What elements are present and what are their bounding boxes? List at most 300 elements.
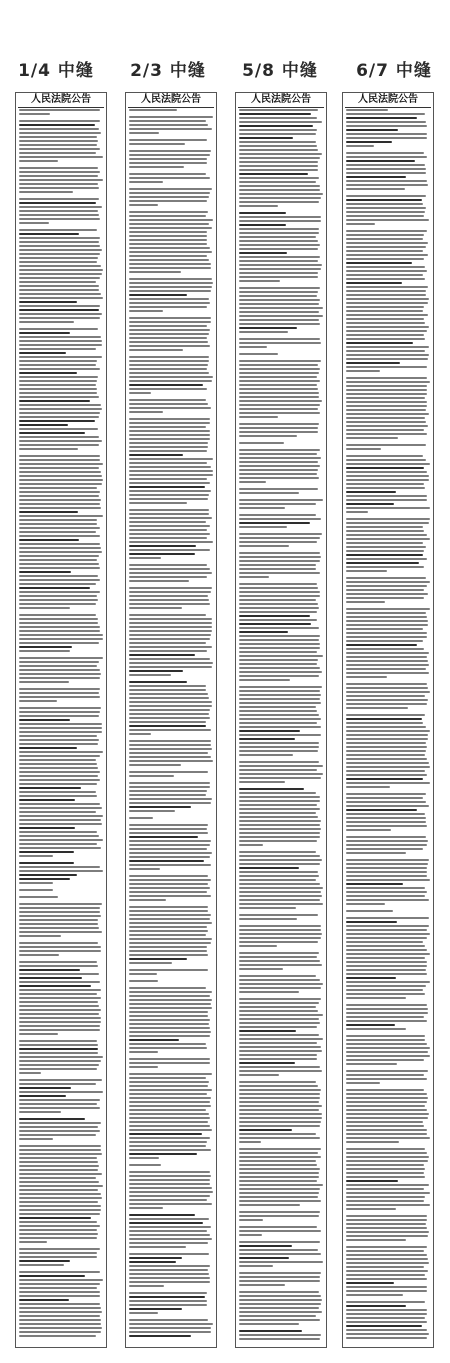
text-line	[346, 1121, 423, 1123]
text-line	[346, 1051, 428, 1053]
text-line	[346, 522, 429, 524]
text-line	[129, 798, 212, 800]
text-line	[129, 980, 158, 982]
text-line	[239, 895, 322, 897]
text-line	[239, 117, 317, 119]
text-line	[346, 941, 423, 943]
text-line	[239, 804, 317, 806]
text-line	[19, 519, 97, 521]
text-line	[239, 750, 318, 752]
text-line	[19, 467, 99, 469]
text-line	[239, 412, 320, 414]
text-line	[239, 867, 299, 869]
text-line	[19, 1091, 103, 1093]
text-line	[346, 455, 423, 457]
text-line	[19, 735, 97, 737]
text-line	[239, 726, 321, 728]
text-line	[346, 1097, 428, 1099]
text-line	[346, 180, 427, 182]
text-line	[346, 503, 394, 505]
text-line	[346, 1313, 427, 1315]
text-line	[239, 252, 287, 254]
text-line	[129, 1157, 159, 1159]
text-line	[129, 235, 207, 237]
text-line	[346, 683, 427, 685]
text-line	[346, 330, 427, 332]
text-line	[19, 187, 99, 189]
text-line	[129, 422, 210, 424]
text-line	[129, 529, 207, 531]
text-line	[239, 431, 318, 433]
text-line	[19, 1323, 101, 1325]
text-line	[19, 559, 97, 561]
text-line	[129, 958, 187, 960]
text-line	[19, 823, 102, 825]
text-line	[129, 689, 206, 691]
text-line	[129, 580, 189, 582]
text-line	[129, 764, 181, 766]
text-line	[19, 372, 77, 374]
text-line	[129, 786, 210, 788]
text-line	[346, 1301, 425, 1303]
text-line	[129, 1203, 212, 1205]
text-line	[239, 792, 316, 794]
text-line	[129, 321, 211, 323]
text-line	[346, 1278, 427, 1280]
text-line	[129, 317, 211, 319]
text-line	[19, 384, 96, 386]
text-line	[19, 622, 98, 624]
text-line	[346, 770, 425, 772]
text-line	[346, 1024, 395, 1026]
text-line	[346, 624, 428, 626]
text-line	[19, 535, 100, 537]
text-line	[239, 232, 319, 234]
text-line	[239, 679, 290, 681]
text-line	[239, 384, 317, 386]
text-line	[129, 1023, 209, 1025]
text-line	[239, 734, 321, 736]
text-line	[19, 1241, 47, 1243]
text-line	[239, 1172, 319, 1174]
text-line	[239, 244, 320, 246]
text-line	[239, 1315, 316, 1317]
text-line	[19, 819, 101, 821]
text-line	[346, 437, 398, 439]
text-line	[129, 204, 158, 206]
text-line	[19, 946, 101, 948]
text-line	[239, 299, 320, 301]
text-line	[19, 1087, 71, 1089]
text-line	[239, 465, 320, 467]
text-line	[129, 630, 212, 632]
text-line	[239, 918, 297, 920]
text-line	[19, 1099, 100, 1101]
text-line	[19, 985, 91, 987]
text-line	[346, 1109, 427, 1111]
text-line	[129, 782, 210, 784]
text-line	[346, 786, 390, 788]
text-line	[346, 863, 428, 865]
text-line	[129, 1011, 208, 1013]
text-line	[129, 599, 209, 601]
text-line	[239, 781, 285, 783]
text-line	[346, 1235, 428, 1237]
text-line	[19, 707, 101, 709]
text-line	[239, 307, 323, 309]
text-line	[19, 896, 58, 898]
text-line	[19, 638, 103, 640]
text-line	[239, 145, 317, 147]
text-line	[19, 547, 101, 549]
text-line	[239, 1257, 289, 1259]
text-line	[346, 176, 406, 178]
text-line	[239, 572, 320, 574]
text-line	[19, 1079, 102, 1081]
text-line	[129, 906, 208, 908]
text-line	[129, 549, 210, 551]
text-line	[239, 477, 319, 479]
text-line	[129, 407, 211, 409]
text-line	[239, 481, 266, 483]
text-line	[19, 755, 100, 757]
text-line	[19, 285, 99, 287]
text-line	[19, 795, 97, 797]
text-line	[346, 554, 423, 556]
text-line	[239, 169, 318, 171]
text-line	[346, 844, 427, 846]
text-line	[239, 205, 278, 207]
text-line	[239, 507, 285, 509]
text-line	[129, 1281, 210, 1283]
text-line	[346, 546, 426, 548]
text-line	[19, 1107, 100, 1109]
text-line	[239, 1070, 322, 1072]
text-line	[19, 923, 98, 925]
text-line	[239, 730, 300, 732]
text-line	[129, 376, 213, 378]
text-line	[19, 499, 101, 501]
text-line	[19, 483, 102, 485]
text-line	[239, 518, 321, 520]
text-line	[129, 132, 159, 134]
text-line	[239, 1176, 319, 1178]
text-line	[346, 314, 428, 316]
text-line	[346, 695, 425, 697]
text-line	[239, 851, 316, 853]
text-line	[19, 779, 100, 781]
text-line	[129, 1191, 213, 1193]
text-line	[129, 557, 161, 559]
text-line	[129, 999, 212, 1001]
text-line	[346, 234, 424, 236]
text-line	[19, 650, 70, 652]
text-line	[346, 612, 426, 614]
text-line	[239, 1030, 296, 1032]
text-line	[19, 539, 79, 541]
text-line	[346, 656, 427, 658]
text-line	[129, 634, 211, 636]
text-line	[239, 824, 320, 826]
text-line	[129, 1171, 210, 1173]
text-line	[346, 848, 423, 850]
text-line	[239, 796, 320, 798]
text-line	[239, 1109, 319, 1111]
text-line	[129, 828, 207, 830]
text-line	[19, 555, 99, 557]
text-line	[129, 810, 175, 812]
text-line	[239, 1022, 320, 1024]
text-line	[239, 260, 318, 262]
text-line	[346, 1192, 430, 1194]
text-line	[239, 800, 320, 802]
text-line	[346, 1184, 429, 1186]
text-line	[19, 261, 97, 263]
text-line	[129, 1113, 209, 1115]
text-line	[346, 125, 427, 127]
text-line	[129, 705, 212, 707]
text-line	[129, 251, 212, 253]
text-line	[129, 817, 153, 819]
text-line	[19, 567, 100, 569]
text-line	[19, 1283, 100, 1285]
text-line	[129, 278, 212, 280]
text-line	[239, 788, 304, 790]
text-line	[19, 396, 99, 398]
text-line	[19, 1134, 96, 1136]
text-line	[129, 1331, 211, 1333]
text-line	[239, 1280, 320, 1282]
text-line	[19, 237, 100, 239]
text-line	[346, 620, 428, 622]
text-line	[239, 875, 319, 877]
text-line	[19, 218, 100, 220]
text-line	[19, 1177, 96, 1179]
text-line	[19, 400, 90, 402]
text-line	[239, 1054, 317, 1056]
text-line	[239, 1148, 321, 1150]
text-line	[129, 545, 196, 547]
text-line	[19, 878, 70, 880]
text-line	[19, 340, 102, 342]
text-line	[239, 754, 293, 756]
text-line	[129, 973, 157, 975]
text-line	[346, 750, 426, 752]
text-line	[346, 714, 425, 716]
text-line	[239, 765, 323, 767]
text-line	[346, 262, 412, 264]
text-line	[346, 953, 430, 955]
text-line	[129, 537, 207, 539]
text-line	[346, 871, 427, 873]
text-line	[346, 1141, 399, 1143]
text-line	[346, 1333, 429, 1335]
text-line	[19, 1225, 100, 1227]
text-line	[129, 618, 212, 620]
text-line	[19, 931, 102, 933]
notice-text-block	[19, 109, 103, 1343]
text-line	[129, 806, 191, 808]
text-line	[19, 1264, 64, 1266]
text-line	[19, 1052, 98, 1054]
text-line	[239, 836, 320, 838]
text-line	[346, 981, 430, 983]
text-line	[346, 809, 417, 811]
text-line	[19, 160, 58, 162]
text-line	[19, 927, 99, 929]
text-line	[239, 368, 320, 370]
text-line	[346, 188, 405, 190]
text-line	[129, 1035, 210, 1037]
text-line	[346, 825, 427, 827]
text-line	[129, 255, 207, 257]
text-line	[129, 1164, 161, 1166]
text-line	[19, 1161, 98, 1163]
text-line	[346, 184, 428, 186]
text-line	[346, 479, 429, 481]
text-line	[19, 440, 102, 442]
text-line	[19, 787, 81, 789]
text-line	[129, 215, 206, 217]
text-line	[129, 290, 211, 292]
text-line	[19, 543, 100, 545]
text-line	[129, 790, 207, 792]
text-line	[129, 1257, 182, 1259]
text-line	[129, 1019, 210, 1021]
text-line	[19, 1153, 102, 1155]
text-line	[129, 709, 210, 711]
text-line	[239, 1113, 322, 1115]
text-line	[129, 1015, 208, 1017]
text-line	[19, 1060, 101, 1062]
text-line	[19, 1044, 98, 1046]
text-line	[19, 1303, 100, 1305]
text-line	[239, 181, 316, 183]
text-line	[346, 294, 426, 296]
text-line	[129, 832, 208, 834]
text-line	[19, 352, 66, 354]
text-line	[129, 946, 207, 948]
text-line	[19, 618, 98, 620]
text-line	[19, 128, 99, 130]
text-line	[19, 1103, 97, 1105]
text-line	[346, 266, 425, 268]
text-line	[239, 185, 320, 187]
text-line	[346, 969, 426, 971]
text-line	[346, 1258, 428, 1260]
text-line	[239, 461, 318, 463]
text-line	[129, 1039, 179, 1041]
text-line	[239, 442, 284, 444]
text-line	[239, 718, 321, 720]
text-line	[346, 1089, 424, 1091]
text-line	[129, 1058, 210, 1060]
text-line	[129, 259, 209, 261]
text-line	[129, 166, 184, 168]
text-line	[239, 945, 277, 947]
text-line	[19, 428, 98, 430]
text-line	[129, 942, 211, 944]
text-line	[346, 409, 426, 411]
text-line	[239, 698, 320, 700]
text-line	[239, 1006, 316, 1008]
text-line	[129, 1277, 210, 1279]
text-line	[239, 473, 317, 475]
text-line	[239, 121, 322, 123]
text-line	[239, 346, 267, 348]
text-line	[129, 454, 183, 456]
text-line	[239, 342, 321, 344]
text-line	[346, 326, 429, 328]
text-line	[239, 364, 318, 366]
text-line	[239, 808, 320, 810]
text-line	[19, 475, 102, 477]
text-line	[239, 1241, 320, 1243]
text-line	[239, 256, 320, 258]
text-line	[346, 121, 426, 123]
text-line	[129, 1292, 207, 1294]
text-line	[346, 965, 427, 967]
text-line	[129, 1273, 209, 1275]
text-line	[19, 471, 101, 473]
text-line	[129, 349, 183, 351]
text-line	[239, 193, 323, 195]
text-line	[239, 568, 316, 570]
text-line	[129, 513, 209, 515]
text-line	[19, 191, 73, 193]
text-line	[19, 459, 100, 461]
text-line	[19, 1287, 97, 1289]
text-line	[19, 321, 74, 323]
text-line	[129, 891, 207, 893]
text-line	[19, 301, 77, 303]
text-line	[346, 417, 425, 419]
text-line	[239, 761, 319, 763]
text-line	[239, 1215, 319, 1217]
text-line	[19, 1315, 100, 1317]
text-line	[346, 129, 398, 131]
text-line	[19, 767, 98, 769]
text-line	[346, 362, 400, 364]
text-line	[19, 432, 85, 434]
text-line	[239, 659, 318, 661]
text-line	[239, 952, 319, 954]
text-line	[239, 832, 320, 834]
text-line	[239, 165, 318, 167]
text-line	[129, 247, 210, 249]
text-line	[346, 585, 427, 587]
text-line	[129, 954, 208, 956]
text-line	[129, 1093, 207, 1095]
text-line	[19, 1295, 100, 1297]
text-line	[19, 950, 101, 952]
text-line	[346, 961, 427, 963]
text-line	[19, 408, 102, 410]
text-line	[129, 124, 208, 126]
text-line	[19, 1126, 98, 1128]
text-line	[19, 416, 99, 418]
text-line	[19, 364, 96, 366]
text-line	[239, 499, 323, 501]
text-line	[346, 985, 426, 987]
text-line	[19, 336, 101, 338]
text-line	[346, 1113, 429, 1115]
text-line	[19, 723, 102, 725]
text-line	[346, 1020, 427, 1022]
text-line	[239, 987, 321, 989]
text-line	[129, 325, 207, 327]
text-line	[239, 968, 283, 970]
